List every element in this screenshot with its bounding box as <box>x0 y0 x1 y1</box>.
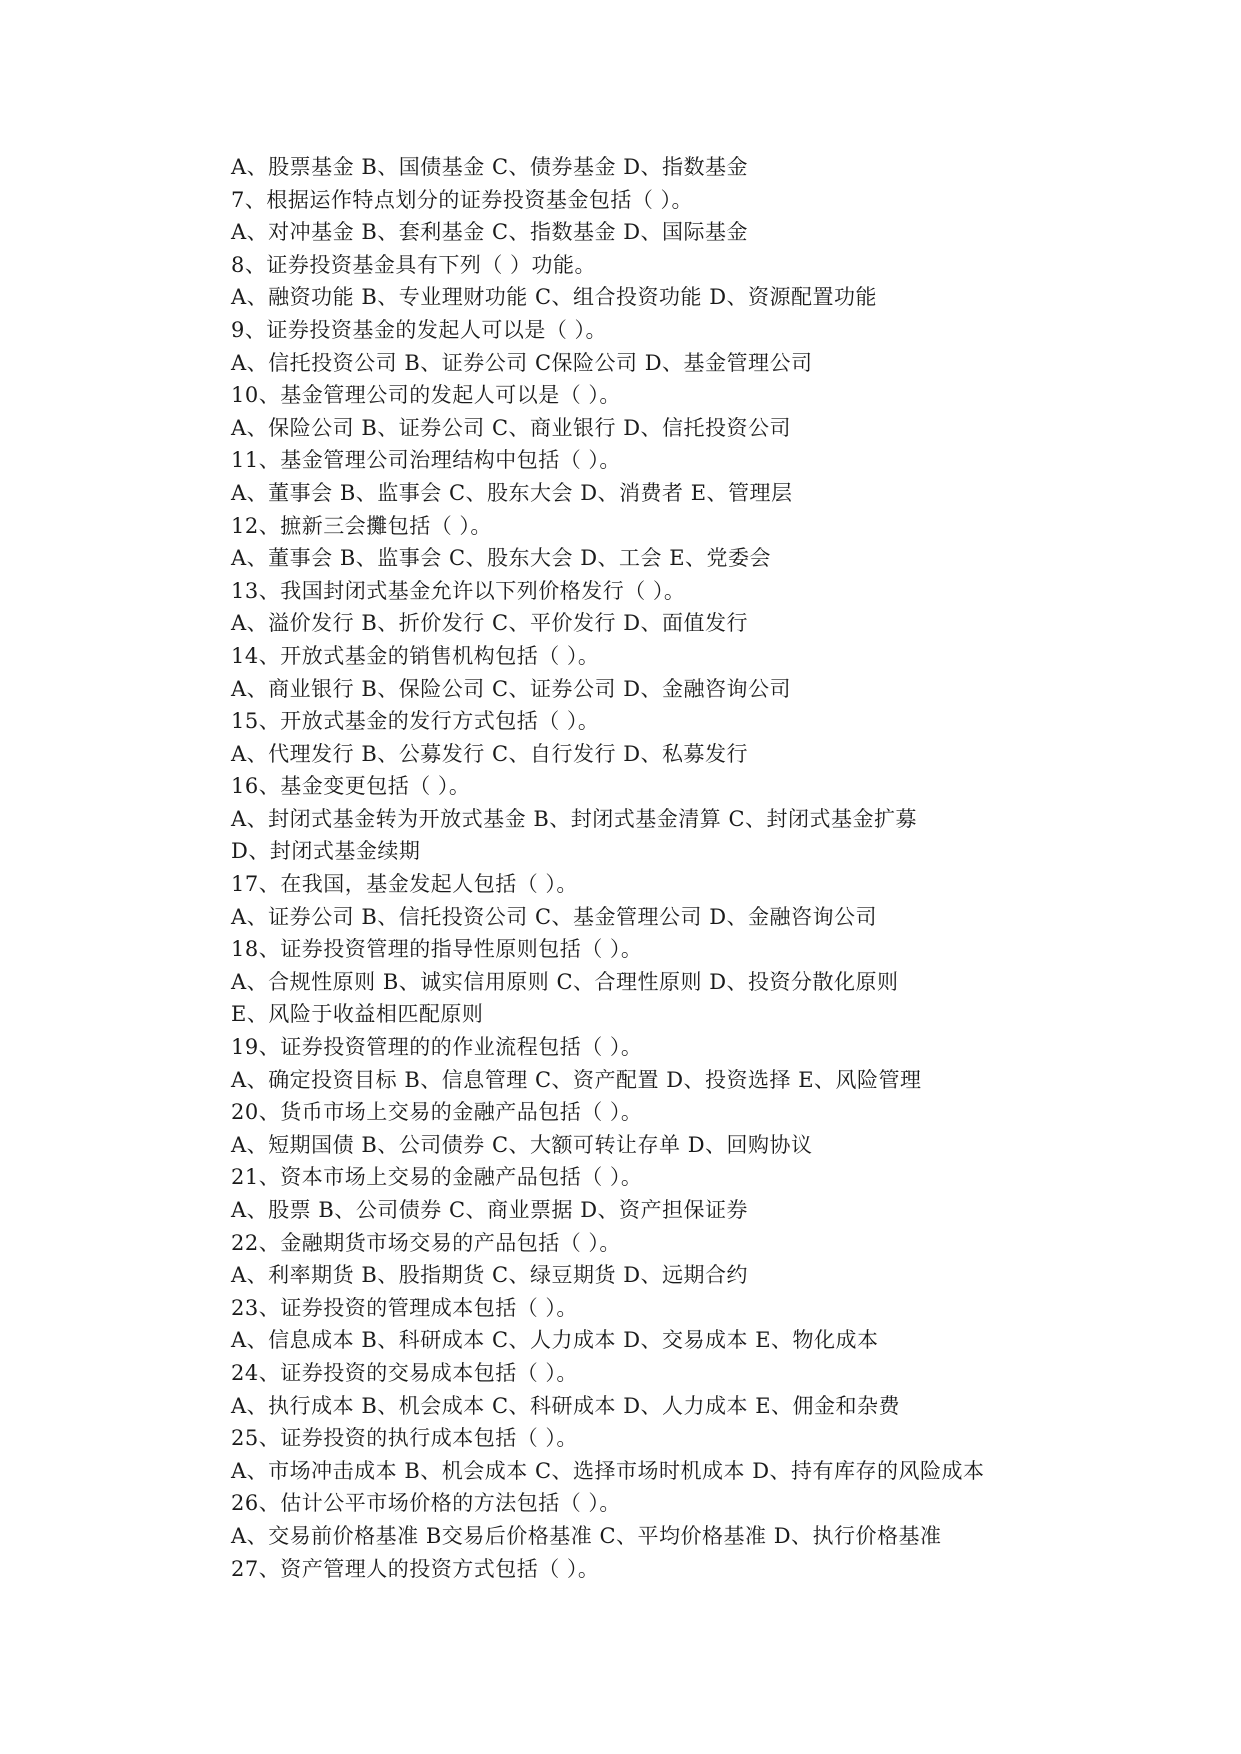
options-line: A、短期国债 B、公司债券 C、大额可转让存单 D、回购协议 <box>231 1132 813 1157</box>
options-line: A、保险公司 B、证券公司 C、商业银行 D、信托投资公司 <box>231 415 792 440</box>
question-line: 9、证券投资基金的发起人可以是（ ）。 <box>231 317 608 342</box>
question-line: 25、证券投资的执行成本包括（ ）。 <box>231 1426 578 1451</box>
options-line: A、合规性原则 B、诚实信用原则 C、合理性原则 D、投资分散化原则 <box>231 969 899 994</box>
options-line: A、信托投资公司 B、证券公司 C保险公司 D、基金管理公司 <box>231 350 813 375</box>
document-body <box>231 151 1131 1585</box>
question-line: 14、开放式基金的销售机构包括（ ）。 <box>231 643 600 668</box>
question-line: 18、证券投资管理的指导性原则包括（ ）。 <box>231 937 643 962</box>
question-line: 26、估计公平市场价格的方法包括（ ）。 <box>231 1491 621 1516</box>
question-line: 8、证券投资基金具有下列（ ）功能。 <box>231 252 597 277</box>
options-line: A、利率期货 B、股指期货 C、绿豆期货 D、远期合约 <box>231 1263 749 1288</box>
question-line: 10、基金管理公司的发起人可以是（ ）。 <box>231 383 621 408</box>
options-line: A、溢价发行 B、折价发行 C、平价发行 D、面值发行 <box>231 611 749 636</box>
options-line: A、董事会 B、监事会 C、股东大会 D、工会 E、党委会 <box>231 546 772 571</box>
question-line: 23、证券投资的管理成本包括（ ）。 <box>231 1295 578 1320</box>
options-line: D、封闭式基金续期 <box>231 839 421 864</box>
options-line: A、股票 B、公司债券 C、商业票据 D、资产担保证券 <box>231 1198 749 1222</box>
options-line: A、商业银行 B、保险公司 C、证券公司 D、金融咨询公司 <box>231 676 792 701</box>
text-line: A、股票基金 B、国债基金 C、债券基金 D、指数基金 <box>231 155 749 179</box>
question-line: 7、根据运作特点划分的证券投资基金包括（ ）。 <box>231 187 694 212</box>
options-line: A、确定投资目标 B、信息管理 C、资产配置 D、投资选择 E、风险管理 <box>231 1067 922 1092</box>
question-line: 20、货币市场上交易的金融产品包括（ ）。 <box>231 1100 643 1125</box>
question-line: 13、我国封闭式基金允许以下列价格发行（ ）。 <box>231 578 686 603</box>
question-line: 16、基金变更包括（ ）。 <box>231 774 471 799</box>
options-line: A、封闭式基金转为开放式基金 B、封闭式基金清算 C、封闭式基金扩募 <box>231 806 918 831</box>
question-line: 15、开放式基金的发行方式包括（ ）。 <box>231 709 600 734</box>
options-line: A、信息成本 B、科研成本 C、人力成本 D、交易成本 E、物化成本 <box>231 1328 879 1353</box>
question-line: 22、金融期货市场交易的产品包括（ ）。 <box>231 1230 621 1255</box>
question-line: 19、证券投资管理的的作业流程包括（ ）。 <box>231 1035 643 1060</box>
options-line: A、董事会 B、监事会 C、股东大会 D、消费者 E、管理层 <box>231 480 793 505</box>
options-line: A、对冲基金 B、套利基金 C、指数基金 D、国际基金 <box>231 220 749 245</box>
options-line: A、融资功能 B、专业理财功能 C、组合投资功能 D、资源配置功能 <box>231 285 878 310</box>
options-line: A、证券公司 B、信托投资公司 C、基金管理公司 D、金融咨询公司 <box>231 904 878 929</box>
question-line: 27、资产管理人的投资方式包括（ ）。 <box>231 1556 600 1581</box>
question-line: 17、在我国，基金发起人包括（ ）。 <box>231 872 578 897</box>
question-line: 24、证券投资的交易成本包括（ ）。 <box>231 1360 578 1385</box>
question-line: 12、摭新三会攤包括（ ）。 <box>231 513 492 538</box>
options-line: E、风险于收益相匹配原则 <box>231 1002 484 1027</box>
options-line: A、交易前价格基准 B交易后价格基准 C、平均价格基准 D、执行价格基准 <box>231 1523 942 1548</box>
options-line: A、执行成本 B、机会成本 C、科研成本 D、人力成本 E、佣金和杂费 <box>231 1393 901 1418</box>
question-line: 21、资本市场上交易的金融产品包括（ ）。 <box>231 1165 643 1190</box>
question-line: 11、基金管理公司治理结构中包括（ ）。 <box>231 448 621 473</box>
options-line: A、代理发行 B、公募发行 C、自行发行 D、私募发行 <box>231 741 749 766</box>
options-line: A、市场冲击成本 B、机会成本 C、选择市场时机成本 D、持有库存的风险成本 <box>231 1458 985 1483</box>
